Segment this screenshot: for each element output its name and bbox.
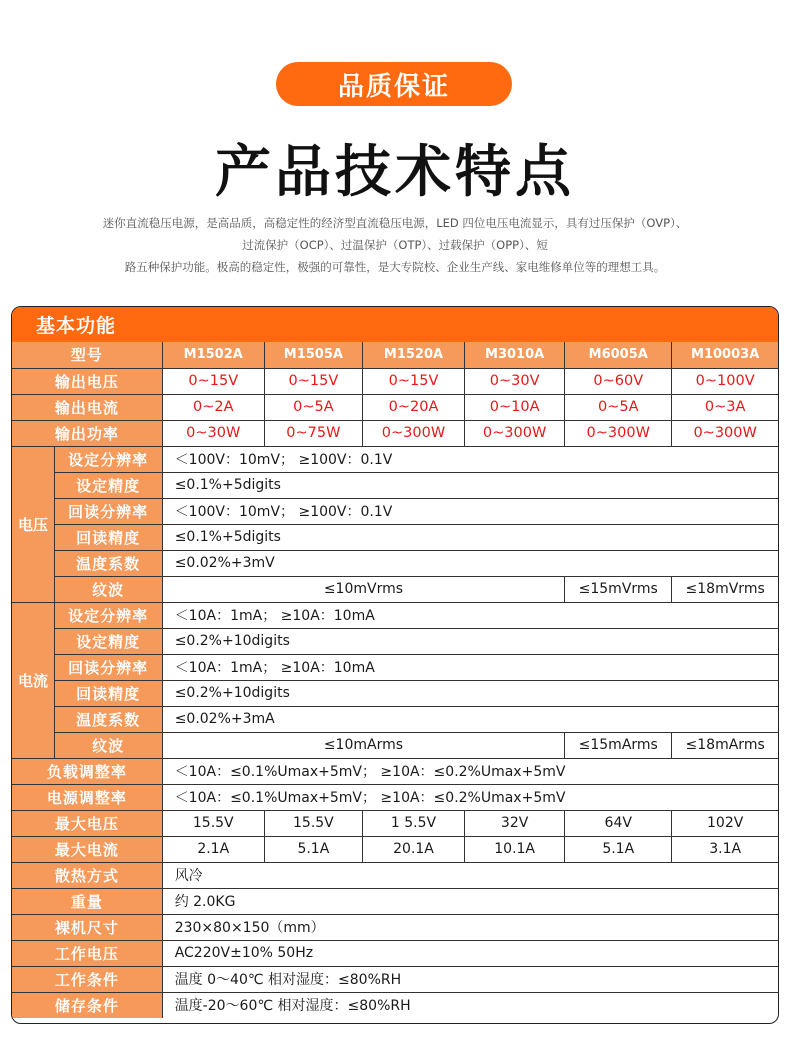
value-cell: 0~10A: [465, 394, 565, 420]
value-cell: ≤18mVrms: [672, 576, 778, 602]
voltage-ripple-row: [12, 576, 778, 602]
row-label: 回读分辨率: [54, 654, 162, 680]
row-label: 设定精度: [54, 628, 162, 654]
value-cell: ＜100V：10mV； ≥100V：0.1V: [162, 446, 778, 472]
value-cell: ≤15mVrms: [565, 576, 672, 602]
value-cell: ≤10mVrms: [162, 576, 565, 602]
value-cell: ≤18mArms: [672, 732, 778, 758]
work-condition-row: [12, 966, 778, 992]
value-cell: ≤0.02%+3mV: [162, 550, 778, 576]
value-cell: ≤0.02%+3mA: [162, 706, 778, 732]
row-label: 散热方式: [12, 862, 162, 888]
row-label: 设定分辨率: [54, 446, 162, 472]
size-row: [12, 914, 778, 940]
row-label: 重量: [12, 888, 162, 914]
cooling-row: [12, 862, 778, 888]
model-cell: M1520A: [362, 342, 464, 368]
row-label: 回读分辨率: [54, 498, 162, 524]
value-cell: ≤0.1%+5digits: [162, 472, 778, 498]
output-power-row: [12, 420, 778, 446]
value-cell: ≤0.1%+5digits: [162, 524, 778, 550]
current-row: [12, 602, 778, 628]
value-cell: 0~30V: [465, 368, 565, 394]
value-cell: 0~300W: [362, 420, 464, 446]
group-label-voltage: 电压: [12, 446, 54, 602]
value-cell: 0~75W: [264, 420, 362, 446]
value-cell: 0~60V: [565, 368, 672, 394]
row-label: 工作条件: [12, 966, 162, 992]
row-label: 纹波: [54, 732, 162, 758]
value-cell: ≤10mArms: [162, 732, 565, 758]
row-label: 输出电流: [12, 394, 162, 420]
row-label: 温度系数: [54, 706, 162, 732]
quality-badge: 品质保证: [276, 62, 512, 106]
intro-text: [40, 212, 750, 278]
current-ripple-row: [12, 732, 778, 758]
max-voltage-row: [12, 810, 778, 836]
value-cell: ＜10A：1mA； ≥10A：10mA: [162, 654, 778, 680]
load-regulation-row: [12, 758, 778, 784]
value-cell: ＜10A：≤0.1%Umax+5mV； ≥10A：≤0.2%Umax+5mV: [162, 784, 778, 810]
value-cell: 15.5V: [162, 810, 264, 836]
voltage-row: [12, 498, 778, 524]
value-cell: 32V: [465, 810, 565, 836]
value-cell: 64V: [565, 810, 672, 836]
value-cell: ＜10A：1mA； ≥10A：10mA: [162, 602, 778, 628]
row-label: 裸机尺寸: [12, 914, 162, 940]
voltage-row: [12, 446, 778, 472]
value-cell: 10.1A: [465, 836, 565, 862]
value-cell: 2.1A: [162, 836, 264, 862]
current-row: [12, 628, 778, 654]
value-cell: 0~100V: [672, 368, 778, 394]
current-row: [12, 680, 778, 706]
section-title: 基本功能: [12, 307, 778, 342]
value-cell: 风冷: [162, 862, 778, 888]
row-label: 温度系数: [54, 550, 162, 576]
row-label: 纹波: [54, 576, 162, 602]
voltage-row: [12, 472, 778, 498]
value-cell: ≤0.2%+10digits: [162, 680, 778, 706]
model-cell: M6005A: [565, 342, 672, 368]
model-row: [12, 342, 778, 368]
value-cell: 0~20A: [362, 394, 464, 420]
value-cell: 0~5A: [264, 394, 362, 420]
intro-line: 迷你直流稳压电源，是高品质，高稳定性的经济型直流稳压电源，LED 四位电压电流显示，具有过压保护（OVP）、: [102, 216, 688, 230]
output-current-row: [12, 394, 778, 420]
max-current-row: [12, 836, 778, 862]
source-regulation-row: [12, 784, 778, 810]
group-label-current: 电流: [12, 602, 54, 758]
model-cell: M3010A: [465, 342, 565, 368]
spec-grid: [12, 342, 778, 1018]
row-label: 最大电压: [12, 810, 162, 836]
page-title: 产品技术特点: [215, 140, 575, 205]
current-row: [12, 654, 778, 680]
value-cell: 温度-20～60℃ 相对湿度：≤80%RH: [162, 992, 778, 1018]
voltage-row: [12, 524, 778, 550]
value-cell: 102V: [672, 810, 778, 836]
row-label: 输出电压: [12, 368, 162, 394]
value-cell: 0~300W: [465, 420, 565, 446]
value-cell: 0~5A: [565, 394, 672, 420]
value-cell: 0~3A: [672, 394, 778, 420]
value-cell: 5.1A: [565, 836, 672, 862]
model-cell: M10003A: [672, 342, 778, 368]
model-cell: M1502A: [162, 342, 264, 368]
value-cell: AC220V±10% 50Hz: [162, 940, 778, 966]
intro-line: 过流保护（OCP）、过温保护（OTP）、过载保护（OPP）、短: [242, 238, 548, 252]
value-cell: 1 5.5V: [362, 810, 464, 836]
work-voltage-row: [12, 940, 778, 966]
row-label: 设定分辨率: [54, 602, 162, 628]
row-label: 最大电流: [12, 836, 162, 862]
value-cell: 0~300W: [672, 420, 778, 446]
output-voltage-row: [12, 368, 778, 394]
value-cell: ≤0.2%+10digits: [162, 628, 778, 654]
value-cell: 0~30W: [162, 420, 264, 446]
value-cell: ≤15mArms: [565, 732, 672, 758]
row-label: 工作电压: [12, 940, 162, 966]
value-cell: 0~300W: [565, 420, 672, 446]
row-label: 型号: [12, 342, 162, 368]
value-cell: 温度 0～40℃ 相对湿度：≤80%RH: [162, 966, 778, 992]
value-cell: 15.5V: [264, 810, 362, 836]
value-cell: 0~15V: [362, 368, 464, 394]
value-cell: 0~2A: [162, 394, 264, 420]
value-cell: 0~15V: [264, 368, 362, 394]
value-cell: 3.1A: [672, 836, 778, 862]
model-cell: M1505A: [264, 342, 362, 368]
spec-table: [11, 306, 779, 1024]
value-cell: ＜100V：10mV； ≥100V：0.1V: [162, 498, 778, 524]
row-label: 回读精度: [54, 680, 162, 706]
value-cell: 0~15V: [162, 368, 264, 394]
row-label: 储存条件: [12, 992, 162, 1018]
weight-row: [12, 888, 778, 914]
intro-line: 路五种保护功能。极高的稳定性，极强的可靠性，是大专院校、企业生产线、家电维修单位等的理想工具。: [124, 260, 666, 274]
row-label: 输出功率: [12, 420, 162, 446]
row-label: 负载调整率: [12, 758, 162, 784]
row-label: 回读精度: [54, 524, 162, 550]
value-cell: ＜10A：≤0.1%Umax+5mV； ≥10A：≤0.2%Umax+5mV: [162, 758, 778, 784]
value-cell: 5.1A: [264, 836, 362, 862]
row-label: 设定精度: [54, 472, 162, 498]
value-cell: 20.1A: [362, 836, 464, 862]
current-row: [12, 706, 778, 732]
value-cell: 230×80×150（mm）: [162, 914, 778, 940]
row-label: 电源调整率: [12, 784, 162, 810]
value-cell: 约 2.0KG: [162, 888, 778, 914]
storage-condition-row: [12, 992, 778, 1018]
voltage-row: [12, 550, 778, 576]
